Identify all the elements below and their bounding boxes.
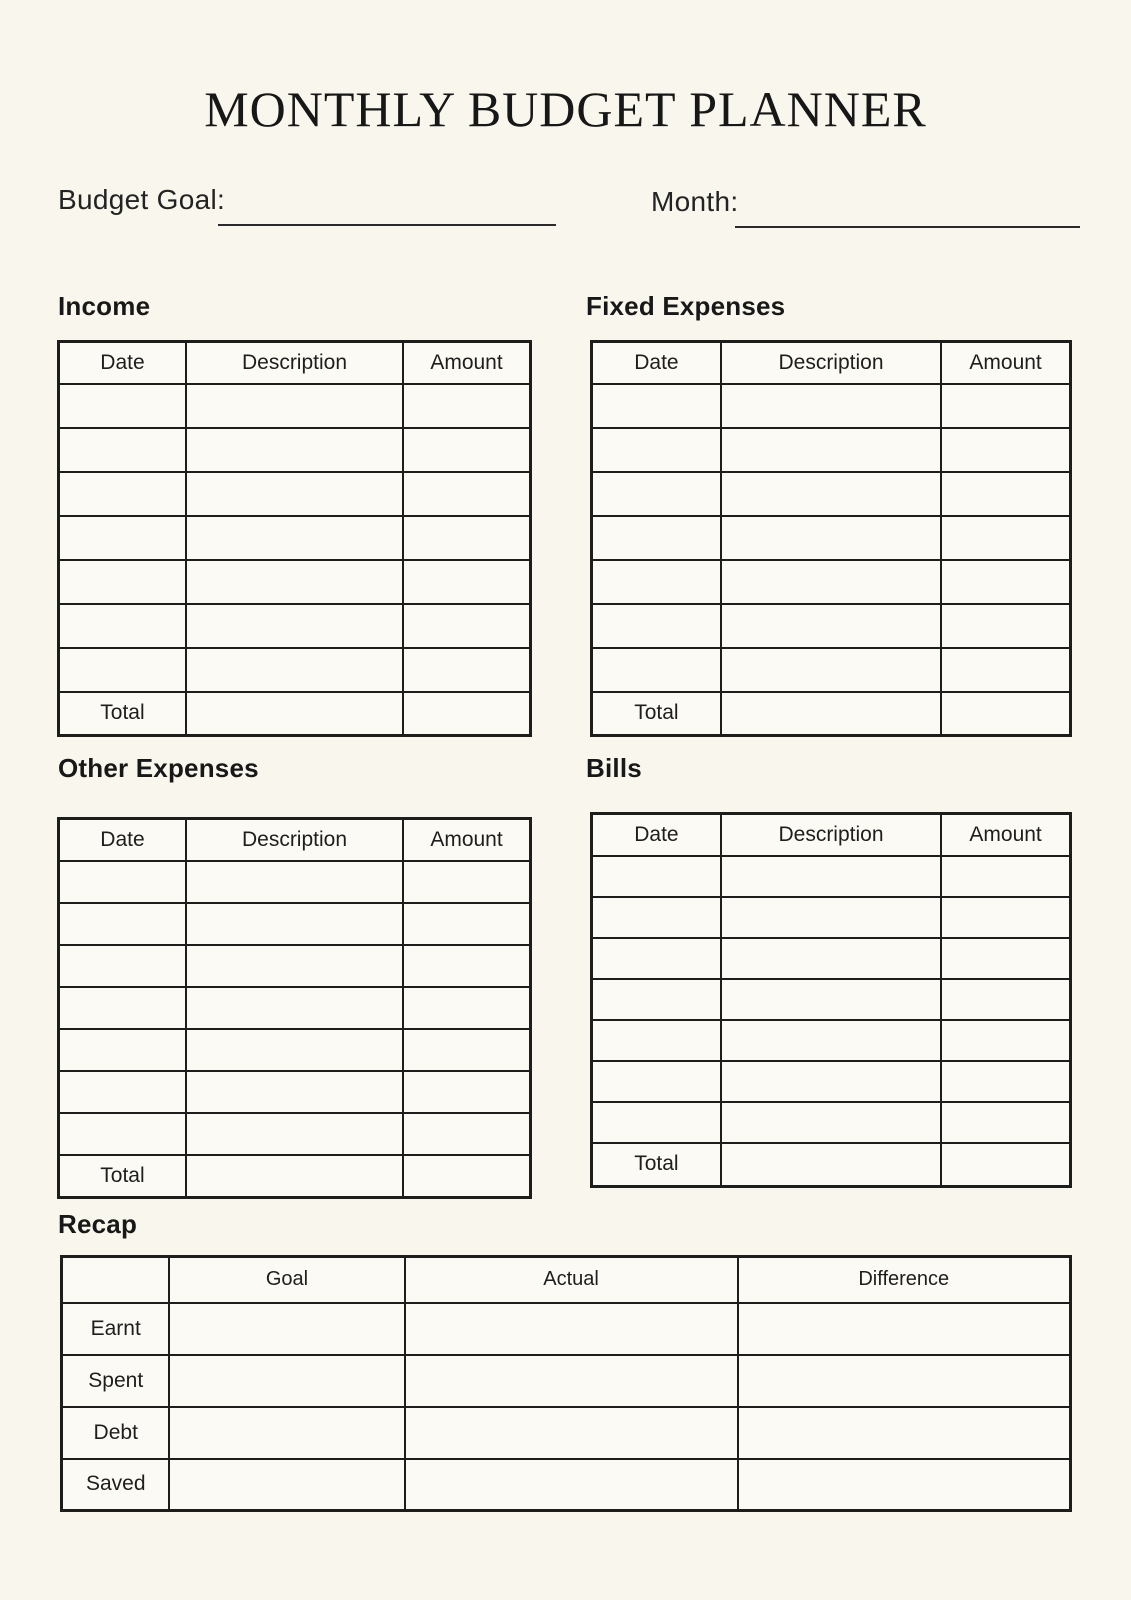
input-cell[interactable] <box>592 1020 721 1061</box>
input-cell[interactable] <box>721 1020 941 1061</box>
table-row <box>592 472 1071 516</box>
input-cell[interactable] <box>59 516 186 560</box>
budget-goal-input[interactable] <box>218 224 556 226</box>
input-cell[interactable] <box>186 945 403 987</box>
input-cell[interactable] <box>403 516 530 560</box>
input-cell[interactable] <box>403 903 530 945</box>
table-row <box>59 945 531 987</box>
row-label-saved: Saved <box>62 1459 170 1511</box>
input-cell[interactable] <box>721 1143 941 1187</box>
input-cell[interactable] <box>941 897 1070 938</box>
other-expenses-section-heading: Other Expenses <box>58 753 259 783</box>
table-row <box>59 1113 531 1155</box>
input-cell[interactable] <box>186 1155 403 1198</box>
table-header-row <box>59 819 531 861</box>
recap-row-debt <box>62 1407 1071 1459</box>
input-cell[interactable] <box>941 1020 1070 1061</box>
input-cell[interactable] <box>738 1355 1071 1407</box>
table-row <box>59 648 531 692</box>
column-header-date: Date <box>592 814 721 856</box>
other-expenses-table <box>57 817 532 1199</box>
table-header-row <box>592 814 1071 856</box>
table-row <box>592 648 1071 692</box>
total-row <box>592 692 1071 736</box>
recap-table <box>60 1255 1072 1512</box>
input-cell[interactable] <box>59 428 186 472</box>
input-cell[interactable] <box>403 1113 530 1155</box>
input-cell[interactable] <box>592 1061 721 1102</box>
table-row <box>592 938 1071 979</box>
input-cell[interactable] <box>721 979 941 1020</box>
total-label: Total <box>592 1143 721 1187</box>
input-cell[interactable] <box>592 856 721 897</box>
input-cell[interactable] <box>941 692 1070 736</box>
input-cell[interactable] <box>721 516 941 560</box>
input-cell[interactable] <box>405 1303 738 1355</box>
input-cell[interactable] <box>169 1459 404 1511</box>
table-row <box>592 560 1071 604</box>
input-cell[interactable] <box>59 861 186 903</box>
total-label: Total <box>592 692 721 736</box>
input-cell[interactable] <box>403 428 530 472</box>
input-cell[interactable] <box>592 516 721 560</box>
column-header-amount: Amount <box>941 342 1070 384</box>
table-row <box>59 560 531 604</box>
input-cell[interactable] <box>738 1459 1071 1511</box>
input-cell[interactable] <box>59 1071 186 1113</box>
column-header-actual: Actual <box>405 1257 738 1303</box>
row-label-debt: Debt <box>62 1407 170 1459</box>
table-row <box>59 516 531 560</box>
input-cell[interactable] <box>59 987 186 1029</box>
input-cell[interactable] <box>186 560 403 604</box>
table-row <box>59 604 531 648</box>
input-cell[interactable] <box>721 1102 941 1143</box>
input-cell[interactable] <box>169 1407 404 1459</box>
input-cell[interactable] <box>186 692 403 736</box>
row-label-spent: Spent <box>62 1355 170 1407</box>
table-row <box>592 516 1071 560</box>
month-label: Month: <box>651 186 739 217</box>
column-header-description: Description <box>186 342 403 384</box>
column-header-goal: Goal <box>169 1257 404 1303</box>
table-row <box>59 472 531 516</box>
table-row <box>592 384 1071 428</box>
column-header-date: Date <box>592 342 721 384</box>
table-row <box>59 428 531 472</box>
input-cell[interactable] <box>186 428 403 472</box>
input-cell[interactable] <box>721 856 941 897</box>
input-cell[interactable] <box>721 560 941 604</box>
input-cell[interactable] <box>592 560 721 604</box>
input-cell[interactable] <box>59 945 186 987</box>
input-cell[interactable] <box>941 938 1070 979</box>
input-cell[interactable] <box>721 604 941 648</box>
input-cell[interactable] <box>941 1061 1070 1102</box>
input-cell[interactable] <box>405 1459 738 1511</box>
table-row <box>59 1029 531 1071</box>
input-cell[interactable] <box>403 1071 530 1113</box>
table-row <box>592 897 1071 938</box>
column-header-date: Date <box>59 819 186 861</box>
recap-row-spent <box>62 1355 1071 1407</box>
input-cell[interactable] <box>592 1102 721 1143</box>
column-header-empty <box>62 1257 170 1303</box>
input-cell[interactable] <box>941 856 1070 897</box>
input-cell[interactable] <box>186 903 403 945</box>
input-cell[interactable] <box>941 1102 1070 1143</box>
table-row <box>59 987 531 1029</box>
input-cell[interactable] <box>721 692 941 736</box>
recap-section-heading: Recap <box>58 1209 138 1239</box>
table-row <box>59 903 531 945</box>
input-cell[interactable] <box>592 384 721 428</box>
table-header-row <box>59 342 531 384</box>
input-cell[interactable] <box>59 384 186 428</box>
fixed-expenses-table <box>590 340 1072 737</box>
column-header-date: Date <box>59 342 186 384</box>
table-row <box>592 428 1071 472</box>
input-cell[interactable] <box>592 648 721 692</box>
input-cell[interactable] <box>941 384 1070 428</box>
input-cell[interactable] <box>403 604 530 648</box>
column-header-description: Description <box>186 819 403 861</box>
table-row <box>592 979 1071 1020</box>
input-cell[interactable] <box>59 648 186 692</box>
input-cell[interactable] <box>186 648 403 692</box>
income-section-heading: Income <box>58 291 151 321</box>
input-cell[interactable] <box>59 1029 186 1071</box>
table-header-row <box>592 342 1071 384</box>
input-cell[interactable] <box>941 648 1070 692</box>
input-cell[interactable] <box>721 384 941 428</box>
income-table <box>57 340 532 737</box>
input-cell[interactable] <box>941 472 1070 516</box>
total-row <box>59 1155 531 1198</box>
input-cell[interactable] <box>721 938 941 979</box>
input-cell[interactable] <box>403 648 530 692</box>
bills-table <box>590 812 1072 1188</box>
input-cell[interactable] <box>59 604 186 648</box>
input-cell[interactable] <box>403 987 530 1029</box>
recap-row-earnt <box>62 1303 1071 1355</box>
input-cell[interactable] <box>721 897 941 938</box>
input-cell[interactable] <box>169 1303 404 1355</box>
input-cell[interactable] <box>186 1113 403 1155</box>
input-cell[interactable] <box>186 987 403 1029</box>
input-cell[interactable] <box>721 648 941 692</box>
input-cell[interactable] <box>169 1355 404 1407</box>
page-title: MONTHLY BUDGET PLANNER <box>204 81 927 137</box>
recap-row-saved <box>62 1459 1071 1511</box>
input-cell[interactable] <box>592 938 721 979</box>
table-row <box>59 1071 531 1113</box>
input-cell[interactable] <box>403 384 530 428</box>
input-cell[interactable] <box>403 472 530 516</box>
row-label-earnt: Earnt <box>62 1303 170 1355</box>
input-cell[interactable] <box>738 1303 1071 1355</box>
input-cell[interactable] <box>186 516 403 560</box>
column-header-amount: Amount <box>941 814 1070 856</box>
input-cell[interactable] <box>941 516 1070 560</box>
table-row <box>59 861 531 903</box>
budget-goal-label: Budget Goal: <box>58 184 226 215</box>
input-cell[interactable] <box>941 604 1070 648</box>
input-cell[interactable] <box>403 1029 530 1071</box>
input-cell[interactable] <box>59 560 186 604</box>
table-row <box>592 1061 1071 1102</box>
input-cell[interactable] <box>405 1355 738 1407</box>
input-cell[interactable] <box>721 472 941 516</box>
input-cell[interactable] <box>403 692 530 736</box>
table-row <box>592 604 1071 648</box>
table-row <box>592 1020 1071 1061</box>
input-cell[interactable] <box>59 903 186 945</box>
input-cell[interactable] <box>186 1029 403 1071</box>
table-row <box>59 384 531 428</box>
input-cell[interactable] <box>403 945 530 987</box>
input-cell[interactable] <box>721 428 941 472</box>
fixed-expenses-section-heading: Fixed Expenses <box>586 291 786 321</box>
input-cell[interactable] <box>405 1407 738 1459</box>
column-header-amount: Amount <box>403 342 530 384</box>
total-row <box>592 1143 1071 1187</box>
input-cell[interactable] <box>941 560 1070 604</box>
input-cell[interactable] <box>592 472 721 516</box>
input-cell[interactable] <box>592 604 721 648</box>
column-header-amount: Amount <box>403 819 530 861</box>
table-header-row <box>62 1257 1071 1303</box>
table-row <box>592 856 1071 897</box>
input-cell[interactable] <box>592 897 721 938</box>
input-cell[interactable] <box>186 604 403 648</box>
column-header-difference: Difference <box>738 1257 1071 1303</box>
input-cell[interactable] <box>592 428 721 472</box>
input-cell[interactable] <box>59 1113 186 1155</box>
input-cell[interactable] <box>403 861 530 903</box>
column-header-description: Description <box>721 814 941 856</box>
input-cell[interactable] <box>59 472 186 516</box>
input-cell[interactable] <box>403 560 530 604</box>
input-cell[interactable] <box>721 1061 941 1102</box>
input-cell[interactable] <box>941 428 1070 472</box>
column-header-description: Description <box>721 342 941 384</box>
total-label: Total <box>59 692 186 736</box>
table-row <box>592 1102 1071 1143</box>
input-cell[interactable] <box>592 979 721 1020</box>
input-cell[interactable] <box>186 861 403 903</box>
total-row <box>59 692 531 736</box>
input-cell[interactable] <box>941 979 1070 1020</box>
input-cell[interactable] <box>186 384 403 428</box>
total-label: Total <box>59 1155 186 1198</box>
input-cell[interactable] <box>941 1143 1070 1187</box>
input-cell[interactable] <box>738 1407 1071 1459</box>
month-input[interactable] <box>735 226 1080 228</box>
input-cell[interactable] <box>186 472 403 516</box>
input-cell[interactable] <box>186 1071 403 1113</box>
bills-section-heading: Bills <box>586 753 642 783</box>
input-cell[interactable] <box>403 1155 530 1198</box>
